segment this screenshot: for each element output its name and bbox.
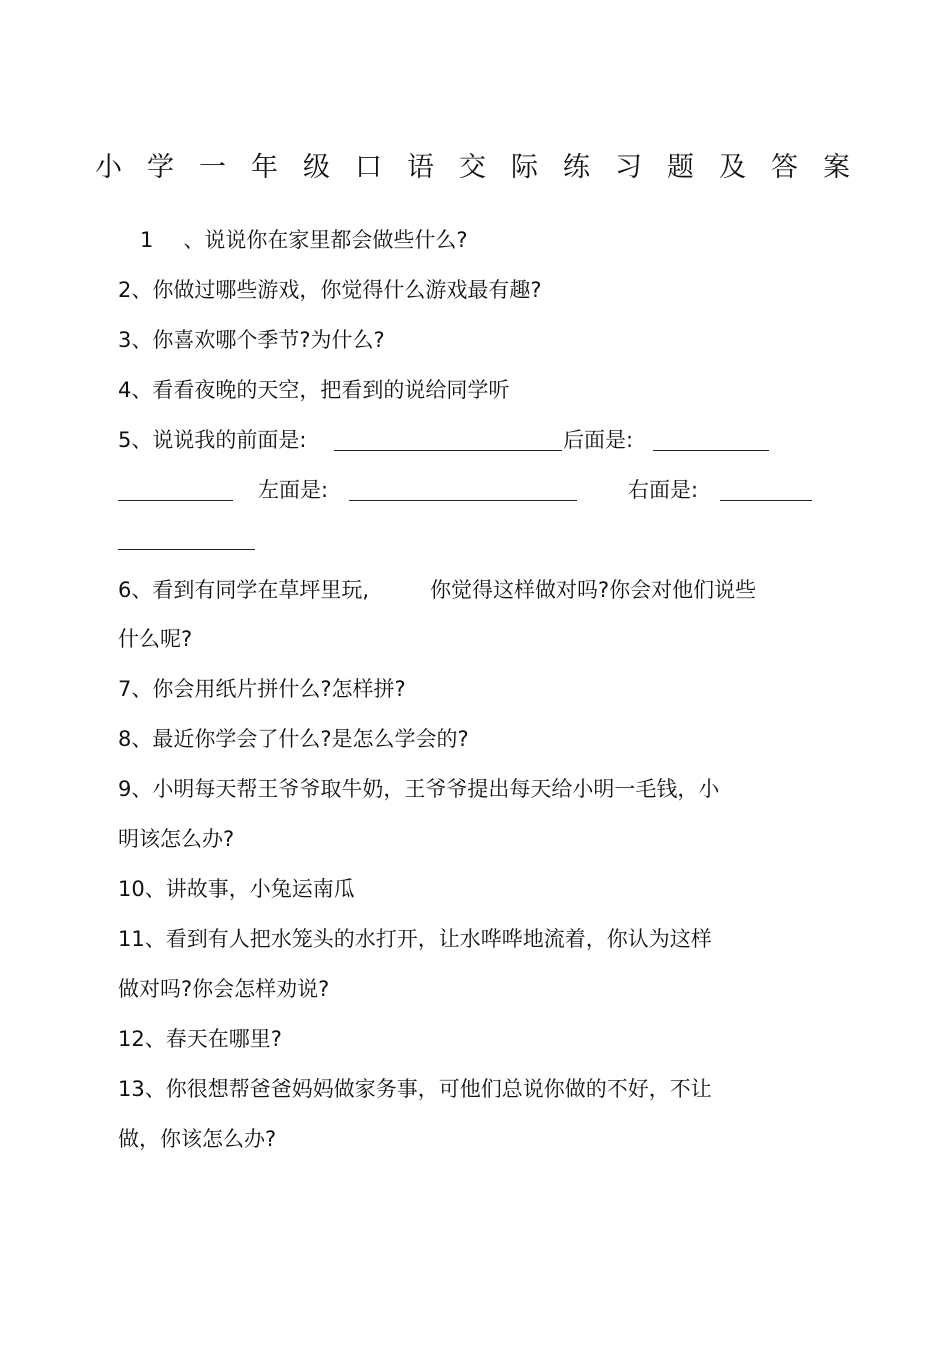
question-5-right-label: 右面是: <box>628 478 699 502</box>
question-5-intro: 5、说说我的前面是: <box>118 428 307 452</box>
document-title: 小学一年级口语交际练习题及答案 <box>95 152 875 183</box>
front-answer-blank[interactable] <box>334 450 562 451</box>
question-1-number: 1 <box>140 228 154 252</box>
question-11-line-1: 11、看到有人把水笼头的水打开，让水哗哗地流着，你认为这样 <box>118 927 712 951</box>
right-answer-blank-part2[interactable] <box>118 549 255 550</box>
question-6-line-2: 什么呢? <box>118 627 193 651</box>
question-13-line-1: 13、你很想帮爸爸妈妈做家务事，可他们总说你做的不好，不让 <box>118 1077 712 1101</box>
question-9-line-1: 9、小明每天帮王爷爷取牛奶，王爷爷提出每天给小明一毛钱，小 <box>118 777 720 801</box>
question-13-line-2: 做，你该怎么办? <box>118 1127 277 1151</box>
question-9-line-2: 明该怎么办? <box>118 827 235 851</box>
question-6-line-1b: 你觉得这样做对吗?你会对他们说些 <box>430 578 757 602</box>
question-8: 8、最近你学会了什么?是怎么学会的? <box>118 727 469 751</box>
question-3: 3、你喜欢哪个季节?为什么? <box>118 328 385 352</box>
question-11-line-2: 做对吗?你会怎样劝说? <box>118 977 330 1001</box>
question-6-line-1a: 6、看到有同学在草坪里玩, <box>118 578 370 602</box>
question-5-back-label: 后面是: <box>563 428 634 452</box>
question-2: 2、你做过哪些游戏，你觉得什么游戏最有趣? <box>118 278 542 302</box>
question-5-left-label: 左面是: <box>258 478 329 502</box>
back-answer-blank-part1[interactable] <box>653 450 769 451</box>
question-7: 7、你会用纸片拼什么?怎样拼? <box>118 677 406 701</box>
question-10: 10、讲故事，小兔运南瓜 <box>118 877 355 901</box>
question-4: 4、看看夜晚的天空，把看到的说给同学听 <box>118 378 510 402</box>
left-answer-blank[interactable] <box>349 500 577 501</box>
question-12: 12、春天在哪里? <box>118 1027 282 1051</box>
question-1-text: 、说说你在家里都会做些什么? <box>183 228 468 252</box>
question-1 <box>140 225 468 255</box>
back-answer-blank-part2[interactable] <box>118 500 233 501</box>
right-answer-blank-part1[interactable] <box>720 500 812 501</box>
